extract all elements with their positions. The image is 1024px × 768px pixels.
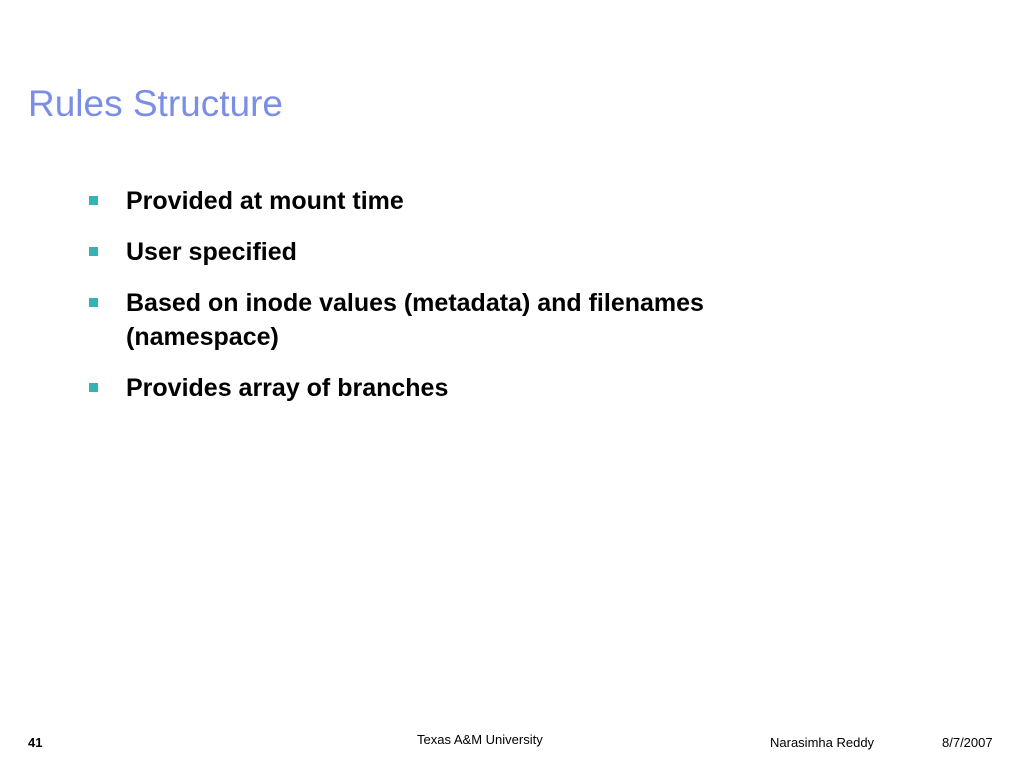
page-number: 41 bbox=[28, 735, 43, 750]
square-bullet-icon bbox=[89, 383, 98, 392]
footer-organization: Texas A&M University bbox=[417, 732, 543, 747]
bullet-text: User specified bbox=[126, 238, 297, 266]
bullet-text: Based on inode values (metadata) and filenames (namespace) bbox=[126, 289, 704, 351]
bullet-text: Provided at mount time bbox=[126, 187, 404, 215]
bullet-text: Provides array of branches bbox=[126, 374, 449, 402]
square-bullet-icon bbox=[89, 196, 98, 205]
bullet-item bbox=[88, 286, 828, 354]
square-bullet-icon bbox=[89, 247, 98, 256]
bullet-list bbox=[88, 184, 828, 422]
square-bullet-icon bbox=[89, 298, 98, 307]
bullet-item bbox=[88, 235, 828, 269]
footer-date: 8/7/2007 bbox=[942, 735, 993, 750]
bullet-item bbox=[88, 371, 828, 405]
bullet-item bbox=[88, 184, 828, 218]
slide-title: Rules Structure bbox=[28, 83, 283, 124]
footer-author: Narasimha Reddy bbox=[770, 735, 875, 750]
